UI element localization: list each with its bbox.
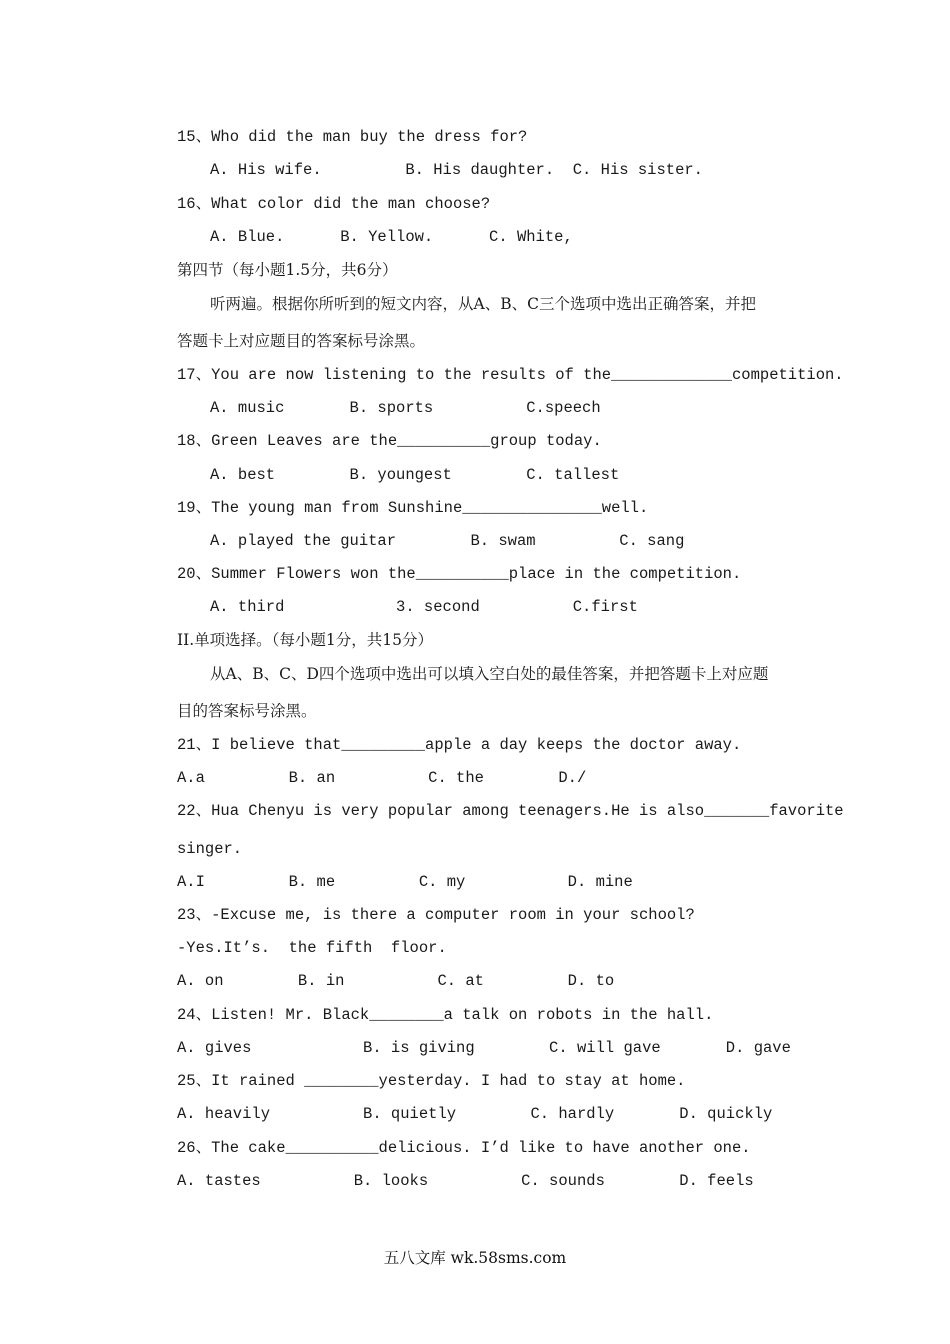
question-22-continued: singer. (177, 840, 243, 858)
question-24: 24、Listen! Mr. Black________a talk on robots in the hall. (177, 1006, 714, 1024)
section-ii-instruction-line-1: 从A、B、C、D四个选项中选出可以填入空白处的最佳答案，并把答题卡上对应题 (210, 665, 769, 683)
options-20: A. third 3. second C.first (210, 598, 638, 616)
question-20: 20、Summer Flowers won the__________place in the competition. (177, 565, 742, 583)
question-22: 22、Hua Chenyu is very popular among teenagers.He is also_______favorite (177, 802, 844, 820)
section-ii-heading: II.单项选择。（每小题1分，共15分） (177, 631, 434, 649)
footer-watermark-text: 五八文库 wk.58sms.com (383, 1249, 567, 1267)
section-4-heading: 第四节（每小题1.5分，共6分） (177, 261, 398, 279)
section-4-instruction-line-2: 答题卡上对应题目的答案标号涂黑。 (177, 332, 426, 350)
section-4-instruction-line-1: 听两遍。根据你所听到的短文内容，从A、B、C三个选项中选出正确答案，并把 (210, 295, 756, 313)
options-22: A.I B. me C. my D. mine (177, 873, 633, 891)
question-23: 23、-Excuse me, is there a computer room in your school? (177, 906, 695, 924)
options-17: A. music B. sports C.speech (210, 399, 601, 417)
options-16: A. Blue. B. Yellow. C. White, (210, 228, 573, 246)
question-15: 15、Who did the man buy the dress for? (177, 128, 528, 146)
question-21: 21、I believe that_________apple a day keeps the doctor away. (177, 736, 742, 754)
options-24: A. gives B. is giving C. will gave D. gave (177, 1039, 791, 1057)
options-26: A. tastes B. looks C. sounds D. feels (177, 1172, 754, 1190)
question-16: 16、What color did the man choose? (177, 195, 491, 213)
options-21: A.a B. an C. the D./ (177, 769, 587, 787)
question-17: 17、You are now listening to the results of the_____________competition. (177, 366, 844, 384)
section-ii-instruction-line-2: 目的答案标号涂黑。 (177, 702, 317, 720)
question-25: 25、It rained ________yesterday. I had to stay at home. (177, 1072, 686, 1090)
options-18: A. best B. youngest C. tallest (210, 466, 620, 484)
question-18: 18、Green Leaves are the__________group today. (177, 432, 602, 450)
options-25: A. heavily B. quietly C. hardly D. quickly (177, 1105, 773, 1123)
question-26: 26、The cake__________delicious. I’d like to have another one. (177, 1139, 751, 1157)
options-15: A. His wife. B. His daughter. C. His sister. (210, 161, 703, 179)
options-23: A. on B. in C. at D. to (177, 972, 615, 990)
question-19: 19、The young man from Sunshine_______________well. (177, 499, 649, 517)
options-19: A. played the guitar B. swam C. sang (210, 532, 685, 550)
question-23-reply: -Yes.It’s. the fifth floor. (177, 939, 447, 957)
